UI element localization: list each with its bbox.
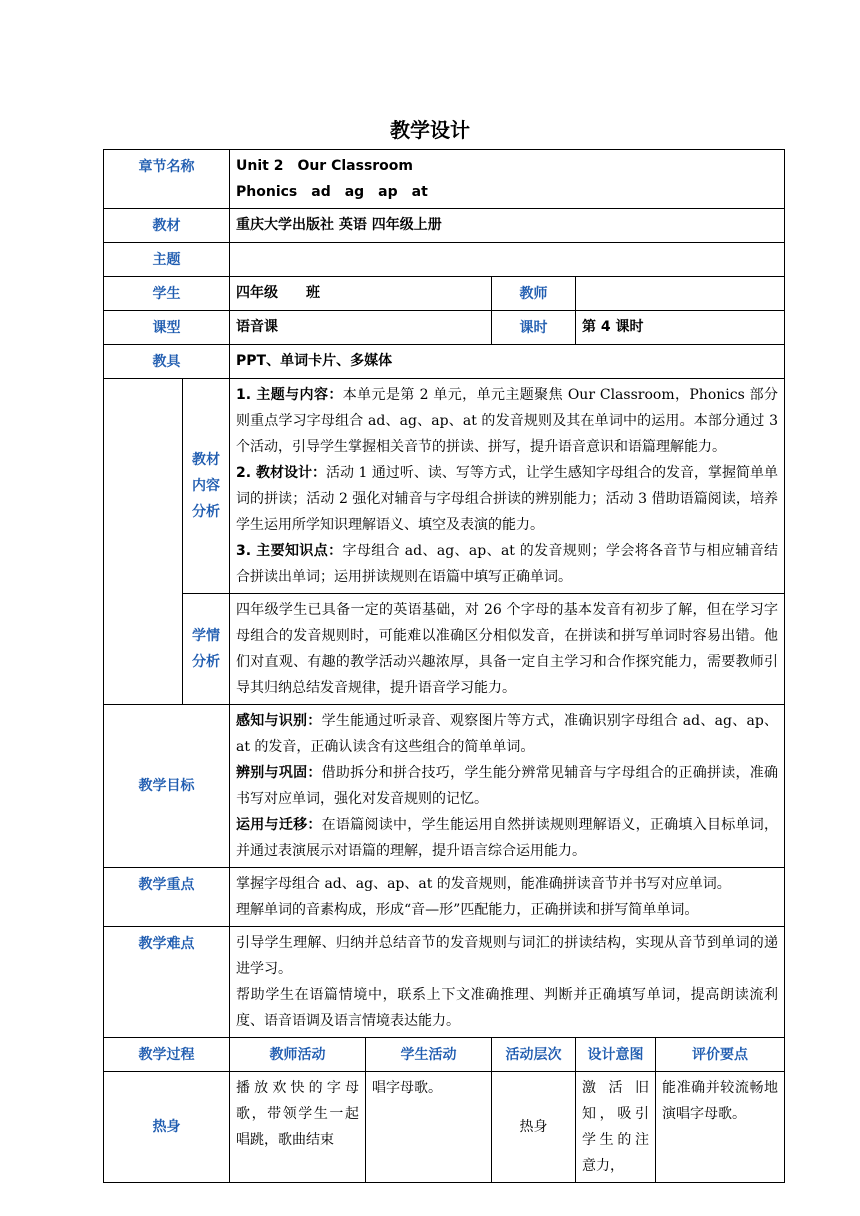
chapter-line2: Phonics ad ag ap at	[236, 184, 428, 200]
objectives-label: 教学目标	[104, 705, 230, 868]
row-tools	[104, 345, 785, 379]
objective-1: 感知与识别：学生能通过听录音、观察图片等方式，准确识别字母组合 ad、ag、ap、at 的发音，正确认读含有这些组合的简单单词。	[236, 713, 779, 755]
process-teacher-activity: 播放欢快的字母歌，带领学生一起唱跳，歌曲结束	[230, 1072, 366, 1183]
difficulties-label: 教学难点	[104, 927, 230, 1038]
process-stage: 热身	[104, 1072, 230, 1183]
textbook-label: 教材	[104, 209, 230, 243]
difficulties-text: 引导学生理解、归纳并总结音节的发音规则与词汇的拼读结构，实现从音节到单词的递进学习。 帮助学生在语篇情境中，联系上下文准确推理、判断并正确填写单词，提高朗读流利度、语音语调及语言情境表达能力。	[230, 927, 785, 1038]
chapter-value	[230, 150, 785, 209]
process-eval: 能准确并较流畅地演唱字母歌。	[656, 1072, 785, 1183]
process-intent: 激活旧知，吸引学生的注意力，	[576, 1072, 656, 1183]
row-student	[104, 277, 785, 311]
chapter-label: 章节名称	[104, 150, 230, 209]
row-process-header	[104, 1038, 785, 1072]
process-header-intent: 设计意图	[576, 1038, 656, 1072]
analysis-blank-cell	[104, 379, 183, 705]
row-key-points	[104, 868, 785, 927]
period-label: 课时	[492, 311, 576, 345]
row-chapter	[104, 150, 785, 209]
learner-analysis-label: 学情 分析	[183, 594, 230, 705]
process-header-teacher: 教师活动	[230, 1038, 366, 1072]
teacher-value	[576, 277, 785, 311]
key-points-label: 教学重点	[104, 868, 230, 927]
process-header-level: 活动层次	[492, 1038, 576, 1072]
learner-analysis-text: 四年级学生已具备一定的英语基础，对 26 个字母的基本发音有初步了解，但在学习字母组合的发音规则时，可能难以准确区分相似发音，在拼读和拼写单词时容易出错。他们对直观、有趣的教学活动兴趣浓厚，具备一定自主学习和合作探究能力，需要教师引导其归纳总结发音规律，提升语音学习能力。	[230, 594, 785, 705]
teacher-label: 教师	[492, 277, 576, 311]
row-learner-analysis	[104, 594, 785, 705]
content-item-1: 1. 主题与内容：本单元是第 2 单元，单元主题聚焦 Our Classroom，Phonics 部分则重点学习字母组合 ad、ag、ap、at 的发音规则及其在单词中的运用。本部分通过 3 个活动，引导学生掌握相关音节的拼读、拼写，提升语音意识和语篇理解能力。	[236, 387, 779, 455]
objective-3: 运用与迁移：在语篇阅读中，学生能运用自然拼读规则理解语义，正确填入目标单词，并通过表演展示对语篇的理解，提升语言综合运用能力。	[236, 817, 779, 859]
objectives-text	[230, 705, 785, 868]
content-analysis-text	[230, 379, 785, 594]
process-student-activity: 唱字母歌。	[366, 1072, 492, 1183]
chapter-line1: Unit 2 Our Classroom	[236, 158, 414, 174]
lesson-type-label: 课型	[104, 311, 230, 345]
theme-value	[230, 243, 785, 277]
row-objectives	[104, 705, 785, 868]
process-header-student: 学生活动	[366, 1038, 492, 1072]
theme-label: 主题	[104, 243, 230, 277]
tools-value: PPT、单词卡片、多媒体	[230, 345, 785, 379]
student-value: 四年级 班	[230, 277, 492, 311]
textbook-value: 重庆大学出版社 英语 四年级上册	[230, 209, 785, 243]
key-points-text: 掌握字母组合 ad、ag、ap、at 的发音规则，能准确拼读音节并书写对应单词。 理解单词的音素构成，形成“音—形”匹配能力，正确拼读和拼写简单单词。	[230, 868, 785, 927]
row-difficulties	[104, 927, 785, 1038]
content-item-3: 3. 主要知识点：字母组合 ad、ag、ap、at 的发音规则；学会将各音节与相应辅音结合拼读出单词；运用拼读规则在语篇中填写正确单词。	[236, 543, 779, 585]
process-header-stage: 教学过程	[104, 1038, 230, 1072]
page-title: 教学设计	[390, 118, 470, 142]
process-header-eval: 评价要点	[656, 1038, 785, 1072]
tools-label: 教具	[104, 345, 230, 379]
period-value: 第 4 课时	[576, 311, 785, 345]
process-level: 热身	[492, 1072, 576, 1183]
lesson-plan-table	[103, 149, 785, 1183]
row-lesson-type	[104, 311, 785, 345]
objective-2: 辨别与巩固：借助拆分和拼合技巧，学生能分辨常见辅音与字母组合的正确拼读，准确书写对应单词，强化对发音规则的记忆。	[236, 765, 779, 807]
content-analysis-label: 教材 内容 分析	[183, 379, 230, 594]
student-label: 学生	[104, 277, 230, 311]
lesson-type-value: 语音课	[230, 311, 492, 345]
row-process-warmup	[104, 1072, 785, 1183]
row-theme	[104, 243, 785, 277]
content-item-2: 2. 教材设计：活动 1 通过听、读、写等方式，让学生感知字母组合的发音，掌握简单单词的拼读；活动 2 强化对辅音与字母组合拼读的辨别能力；活动 3 借助语篇阅读，培养学生运用所学知识理解语义、填空及表演的能力。	[236, 465, 779, 533]
row-content-analysis	[104, 379, 785, 594]
row-textbook	[104, 209, 785, 243]
